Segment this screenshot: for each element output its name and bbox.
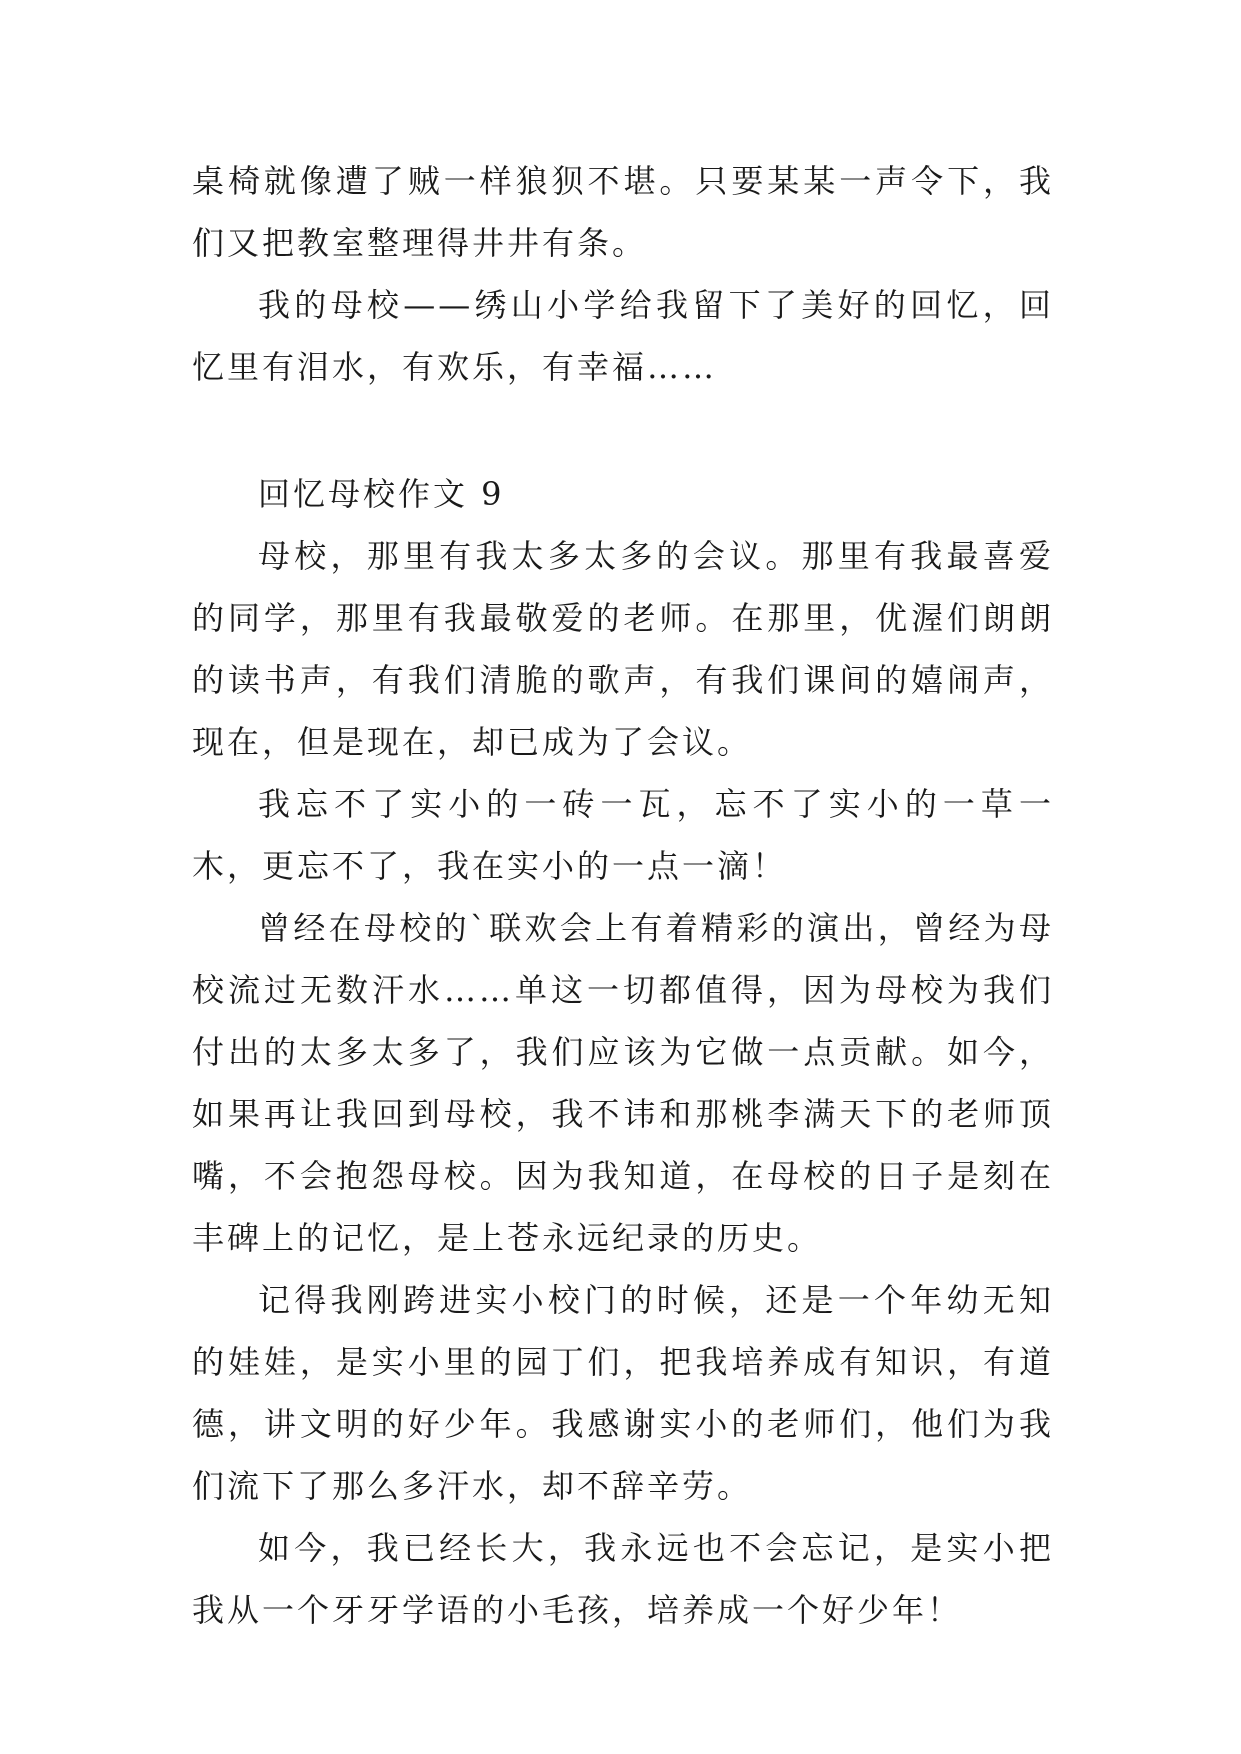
paragraph: 母校，那里有我太多太多的会议。那里有我最喜爱的同学，那里有我最敬爱的老师。在那里，优渥们朗朗的读书声，有我们清脆的歌声，有我们课间的嬉闹声，现在，但是现在，却已成为了会议。 — [192, 537, 1054, 761]
essay-title: 回忆母校作文 9 — [258, 475, 505, 513]
document-page — [192, 150, 1054, 1641]
paragraph: 记得我刚跨进实小校门的时候，还是一个年幼无知的娃娃，是实小里的园丁们，把我培养成有知识，有道德，讲文明的好少年。我感谢实小的老师们，他们为我们流下了那么多汗水，却不辞辛劳。 — [192, 1281, 1054, 1505]
continued-paragraph: 桌椅就像遭了贼一样狼狈不堪。只要某某一声令下，我们又把教室整理得井井有条。 — [192, 162, 1054, 262]
closing-paragraph: 我的母校——绣山小学给我留下了美好的回忆，回忆里有泪水，有欢乐，有幸福…… — [192, 286, 1054, 386]
paragraph: 我忘不了实小的一砖一瓦，忘不了实小的一草一木，更忘不了，我在实小的一点一滴！ — [192, 785, 1054, 885]
section-gap — [192, 398, 1054, 463]
paragraph: 如今，我已经长大，我永远也不会忘记，是实小把我从一个牙牙学语的小毛孩，培养成一个好少年！ — [192, 1529, 1054, 1629]
paragraph: 曾经在母校的`联欢会上有着精彩的演出，曾经为母校流过无数汗水……单这一切都值得，因为母校为我们付出的太多太多了，我们应该为它做一点贡献。如今，如果再让我回到母校，我不讳和那桃李满天下的老师顶嘴，不会抱怨母校。因为我知道，在母校的日子是刻在丰碑上的记忆，是上苍永远纪录的历史。 — [192, 909, 1054, 1257]
